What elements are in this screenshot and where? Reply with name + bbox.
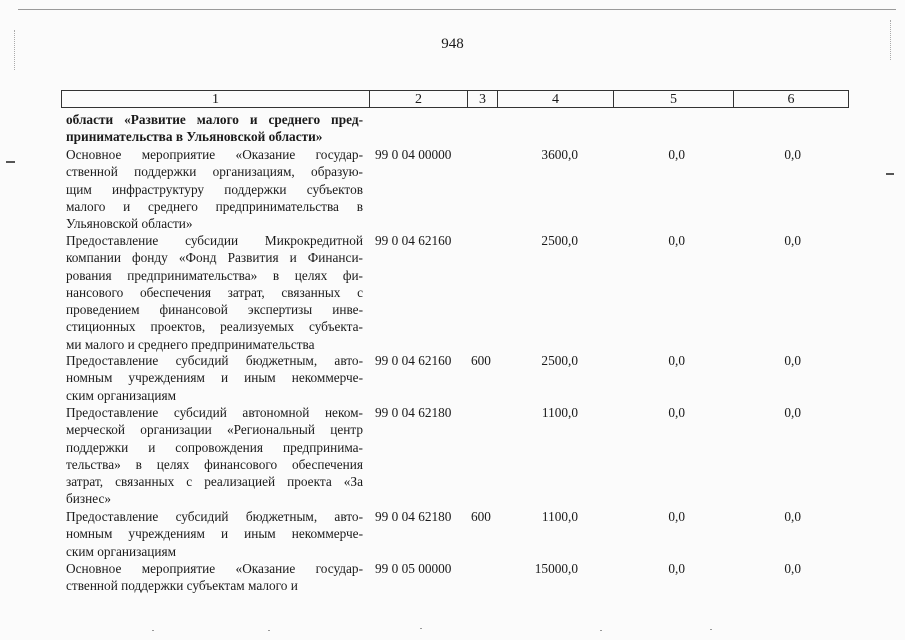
description-line: нансового обеспечения затрат, связанных с [66,284,363,300]
description-line: мерческой организации «Региональный центр [66,422,363,438]
description-line: малого и среднего предпринимательства в [66,198,363,214]
scan-speck [268,630,270,631]
description-line: ским организациям [66,543,177,559]
description-line: стиционных проектов, реализуемых субъекта- [66,319,363,335]
row-code: 99 0 04 62180 [375,405,452,420]
description-line: тельства» в целях финансового обеспечения [66,456,363,472]
row-amount-col4: 2500,0 [541,233,578,248]
row-amount-col6: 0,0 [784,405,801,420]
header-col-4: 4 [497,90,613,108]
row-code: 99 0 04 62180 [375,509,452,524]
description-line: щим инфраструктуру поддержки субъектов [66,181,363,197]
description-line: ским организациям [66,387,177,403]
row-description [66,404,363,508]
header-col-5: 5 [613,90,733,108]
row-description [66,232,363,353]
scan-speck [710,629,712,630]
row-expense-type: 600 [471,353,491,368]
row-amount-col6: 0,0 [784,233,801,248]
row-amount-col6: 0,0 [784,147,801,162]
description-line: Предоставление субсидий бюджетным, авто- [66,509,363,524]
description-line: Основное мероприятие «Оказание государ- [66,561,363,576]
row-amount-col5: 0,0 [668,509,685,524]
row-code: 99 0 04 00000 [375,147,452,162]
row-amount-col5: 0,0 [668,233,685,248]
description-line: затрат, связанных с реализацией проекта «За [66,474,363,490]
header-col-6: 6 [733,90,849,108]
right-scan-mark [886,173,894,175]
description-line: поддержки и сопровождения предпринима- [66,439,363,455]
description-line: Основное мероприятие «Оказание государ- [66,147,363,162]
left-scan-mark [6,161,15,163]
row-code: 99 0 05 00000 [375,561,452,576]
row-amount-col5: 0,0 [668,561,685,576]
row-amount-col6: 0,0 [784,561,801,576]
row-amount-col5: 0,0 [668,405,685,420]
row-description [66,352,363,404]
description-line: номным учреждениям и иным некоммерче- [66,526,363,542]
row-description [66,560,363,595]
description-line: номным учреждениям и иным некоммерче- [66,370,363,386]
description-line: рования предпринимательства» в целях фи- [66,267,363,283]
row-code: 99 0 04 62160 [375,353,452,368]
scan-speck [420,628,422,629]
description-line: Предоставление субсидии Микрокредитной [66,233,363,248]
row-description [66,146,363,232]
row-description [66,111,363,146]
header-col-2: 2 [369,90,467,108]
row-code: 99 0 04 62160 [375,233,452,248]
header-col-1: 1 [61,90,369,108]
row-amount-col5: 0,0 [668,147,685,162]
description-line: ственной поддержки организациям, образую- [66,164,363,180]
row-amount-col6: 0,0 [784,353,801,368]
description-line: области «Развитие малого и среднего пред- [66,112,363,127]
description-line: Предоставление субсидий бюджетным, авто- [66,353,363,368]
row-amount-col5: 0,0 [668,353,685,368]
row-amount-col4: 1100,0 [541,509,578,524]
row-amount-col4: 2500,0 [541,353,578,368]
top-scan-rule [18,9,896,10]
header-col-3: 3 [467,90,497,108]
row-expense-type: 600 [471,509,491,524]
scan-speck [600,630,602,631]
row-amount-col4: 15000,0 [534,561,578,576]
description-line: проведением финансовой экспертизы инве- [66,302,363,318]
description-line: компании фонду «Фонд Развития и Финанси- [66,250,363,266]
description-line: ми малого и среднего предпринимательства [66,336,315,352]
row-amount-col6: 0,0 [784,509,801,524]
description-line: Предоставление субсидий автономной неком- [66,405,363,420]
description-line: принимательства в Ульяновской области» [66,129,323,145]
page-number: 948 [441,36,464,52]
description-line: Ульяновской области» [66,216,193,232]
row-amount-col4: 1100,0 [541,405,578,420]
scan-speck [152,630,154,631]
description-line: бизнес» [66,491,112,507]
row-description [66,508,363,560]
row-amount-col4: 3600,0 [541,147,578,162]
description-line: ственной поддержки субъектам малого и [66,578,298,594]
